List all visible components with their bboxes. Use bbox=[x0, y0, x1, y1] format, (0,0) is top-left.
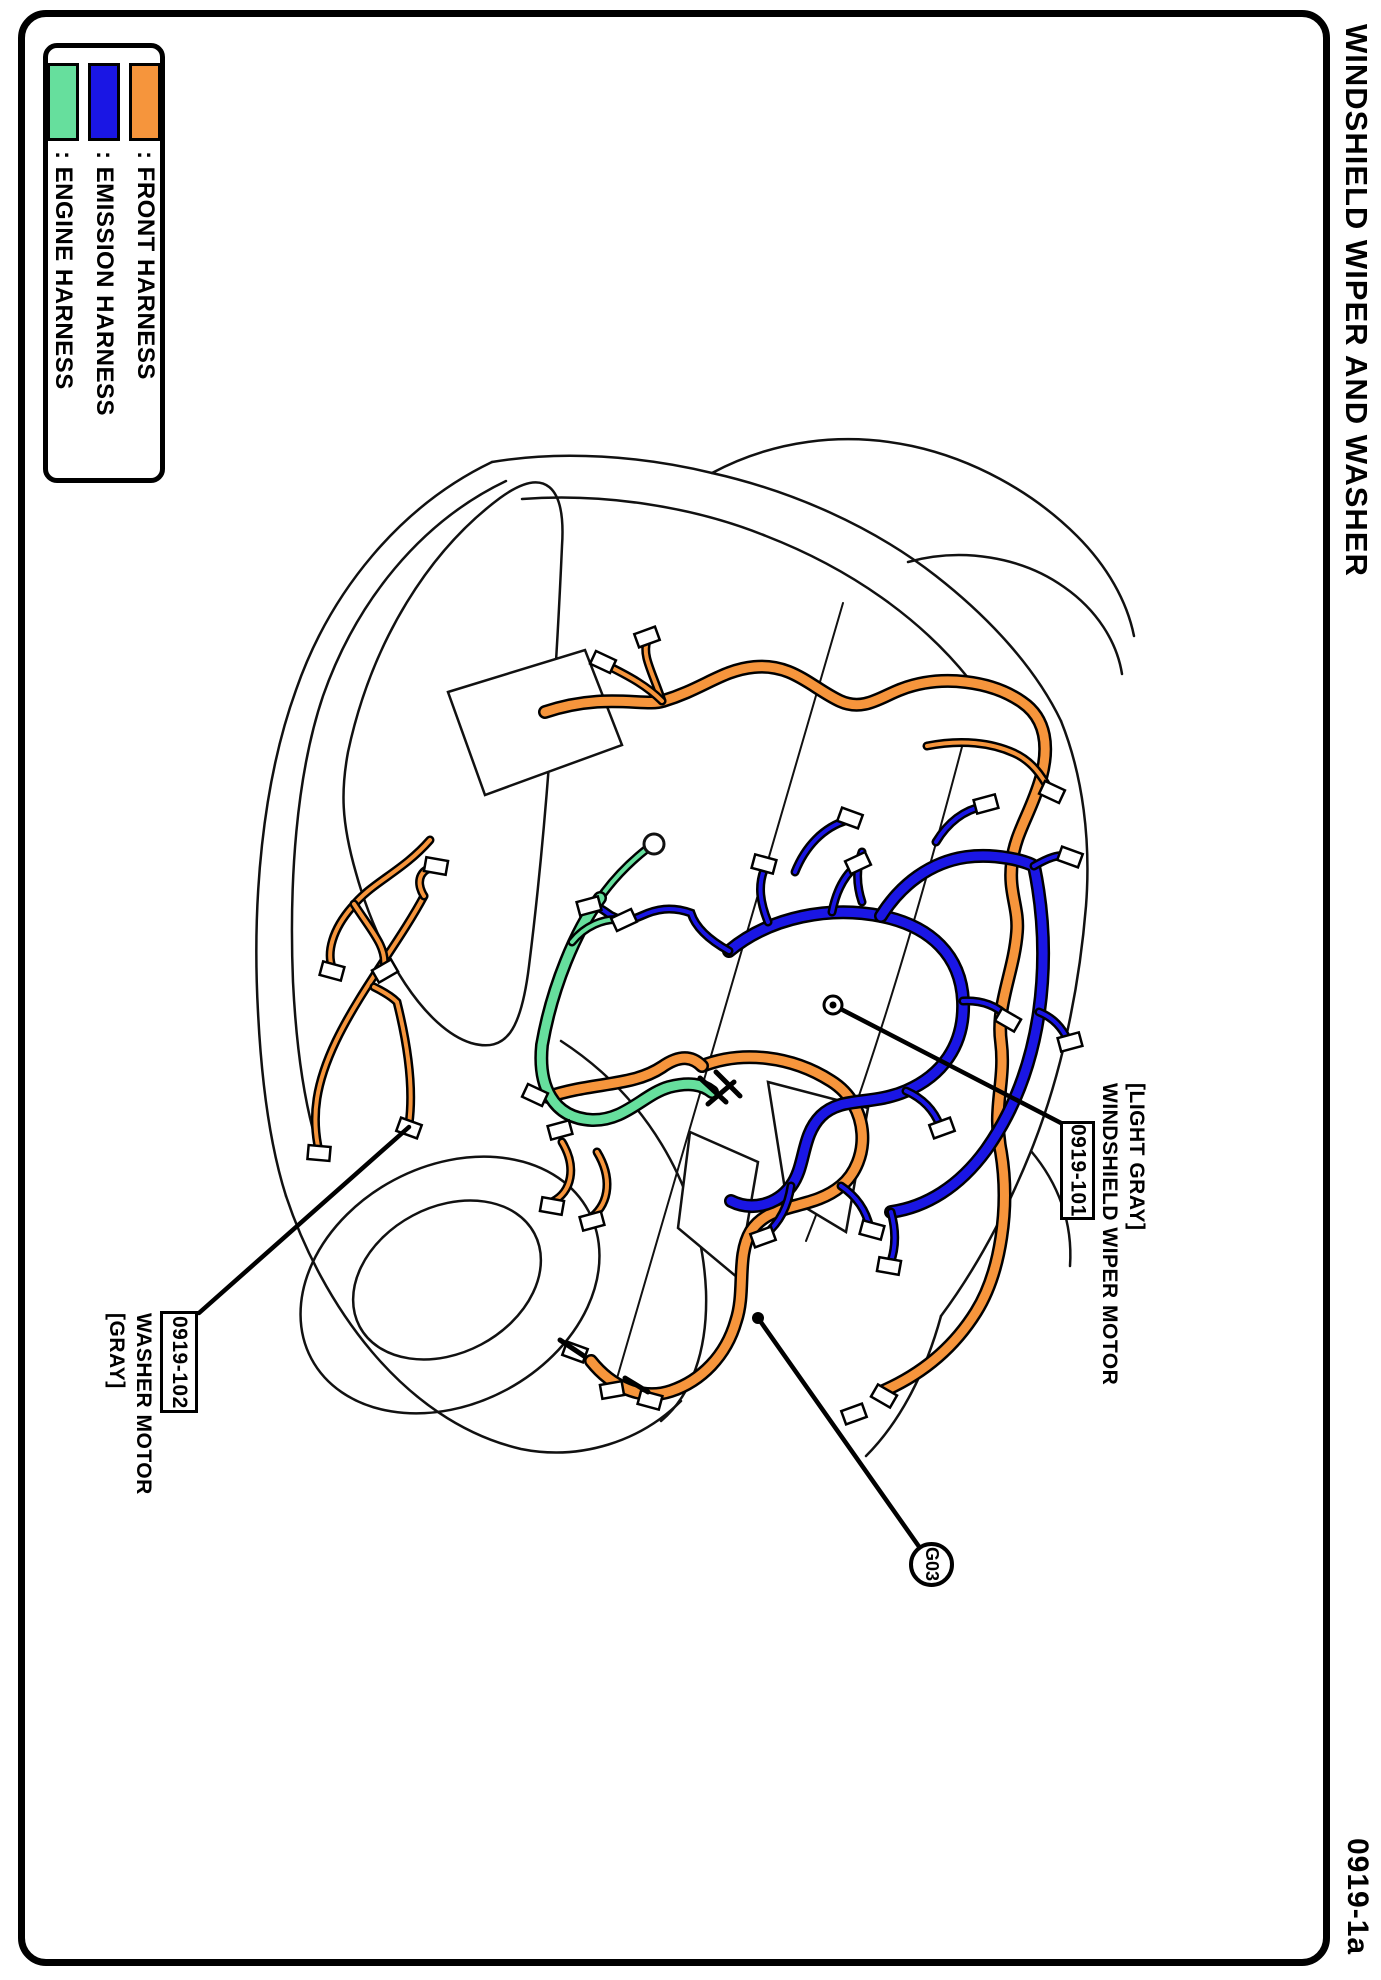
connector bbox=[372, 959, 398, 982]
connector bbox=[860, 1220, 885, 1239]
connector bbox=[611, 909, 637, 931]
connector bbox=[548, 1120, 573, 1139]
vacuum-cap bbox=[644, 834, 664, 854]
connector bbox=[752, 854, 777, 873]
washer-motor-ref-box bbox=[160, 1311, 198, 1413]
ground-point bbox=[752, 1312, 764, 1324]
connector bbox=[580, 1211, 605, 1230]
wiper-motor-ref-box bbox=[1060, 1121, 1095, 1220]
connector bbox=[307, 1145, 330, 1161]
harness-casing bbox=[545, 667, 1045, 1392]
harness-casing bbox=[795, 820, 848, 872]
connector bbox=[1039, 781, 1065, 803]
connector bbox=[600, 1381, 624, 1399]
wiper-motor-ref: 0919-101 bbox=[1066, 1124, 1090, 1217]
front-harness-label: : FRONT HARNESS bbox=[132, 151, 159, 380]
connector bbox=[634, 627, 659, 648]
engine-harness-label: : ENGINE HARNESS bbox=[50, 151, 77, 390]
wiper-motor-grommet-center bbox=[830, 1002, 837, 1009]
connector bbox=[974, 794, 999, 813]
page-number: 0919-1a bbox=[1341, 1838, 1374, 1956]
wiper-motor-callout bbox=[1097, 1083, 1148, 1385]
wiper-motor-label: WINDSHIELD WIPER MOTOR bbox=[1098, 1083, 1121, 1386]
ground-leader bbox=[758, 1318, 920, 1548]
washer-motor-label: WASHER MOTOR bbox=[132, 1313, 155, 1495]
harness-casing bbox=[374, 987, 411, 1124]
connector bbox=[841, 1404, 866, 1425]
washer-motor-color-note: [GRAY] bbox=[105, 1313, 128, 1389]
connector bbox=[320, 961, 345, 980]
wiper-motor-color-note: [LIGHT GRAY] bbox=[1125, 1083, 1148, 1231]
ground-badge-label: G03 bbox=[922, 1547, 942, 1582]
connector bbox=[845, 852, 871, 874]
ground-badge bbox=[909, 1542, 954, 1587]
connector bbox=[877, 1257, 901, 1275]
connector bbox=[540, 1197, 564, 1215]
washer-motor-ref: 0919-102 bbox=[168, 1315, 191, 1409]
connector bbox=[1057, 847, 1082, 868]
harness-casing bbox=[906, 1091, 940, 1126]
connector bbox=[424, 857, 448, 875]
emission-harness-label: : EMISSION HARNESS bbox=[91, 151, 118, 417]
page-title: WINDSHIELD WIPER AND WASHER bbox=[1339, 24, 1374, 577]
washer-motor-callout bbox=[104, 1313, 155, 1495]
